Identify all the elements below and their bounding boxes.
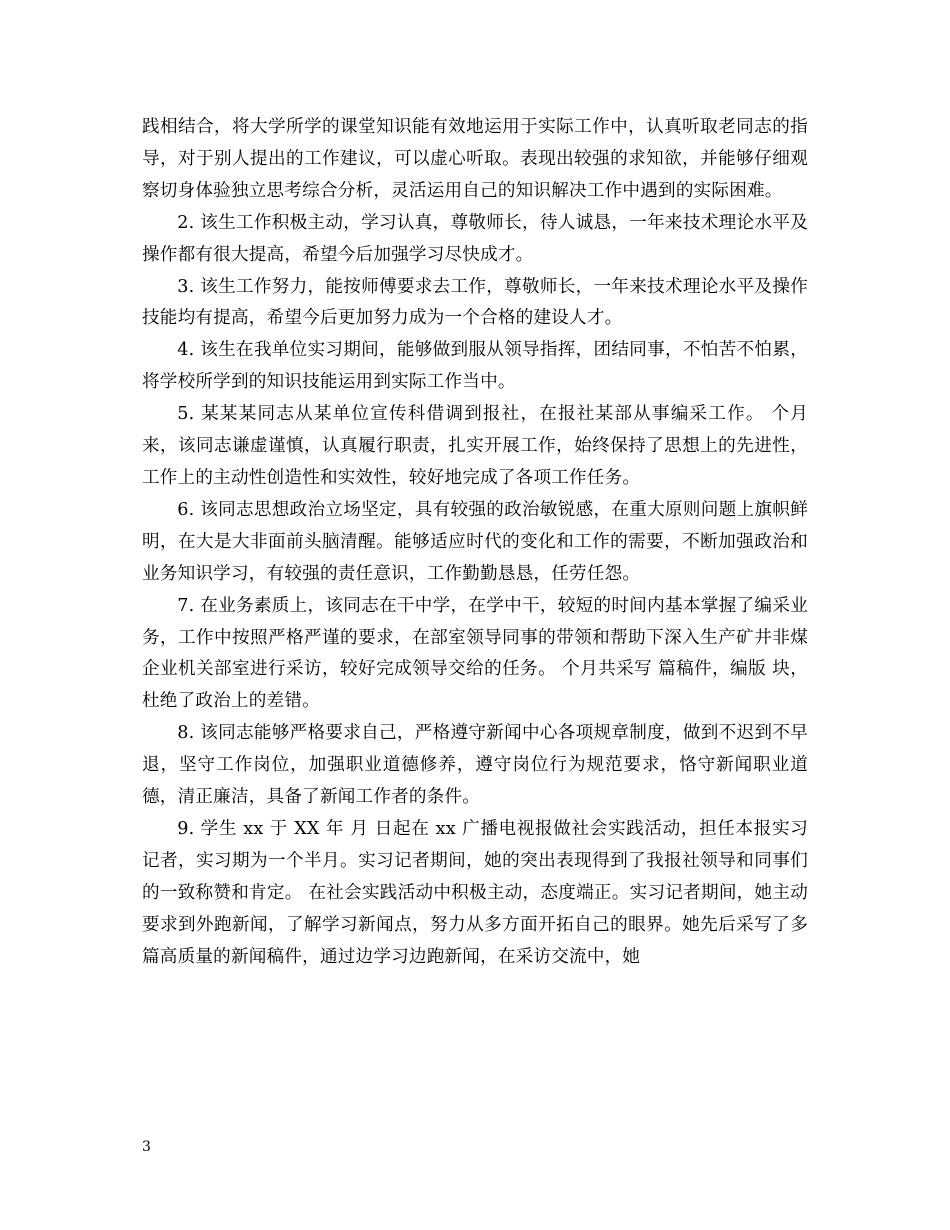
page-number: 3 [142,1139,151,1155]
paragraph-item-2: 2. 该生工作积极主动，学习认真，尊敬师长，待人诚恳，一年来技术理论水平及操作都有很大提高，希望今后加强学习尽快成才。 [142,212,808,265]
document-body [142,112,808,973]
paragraph-item-8: 8. 该同志能够严格要求自己，严格遵守新闻中心各项规章制度，做到不迟到不早退，坚守工作岗位，加强职业道德修养，遵守岗位行为规范要求，恪守新闻职业道德，清正廉洁，具备了新闻工作者的条件。 [142,723,808,808]
paragraph-item-6: 6. 该同志思想政治立场坚定，具有较强的政治敏锐感，在重大原则问题上旗帜鲜明，在大是大非面前头脑清醒。能够适应时代的变化和工作的需要，不断加强政治和业务知识学习，有较强的责任意识，工作勤勤恳恳，任劳任怨。 [142,499,808,584]
paragraph-item-5: 5. 某某某同志从某单位宣传科借调到报社，在报社某部从事编采工作。 个月来，该同志谦虚谨慎，认真履行职责，扎实开展工作，始终保持了思想上的先进性，工作上的主动性创造性和实效性，较好地完成了各项工作任务。 [142,404,808,488]
paragraph-item-7: 7. 在业务素质上，该同志在干中学，在学中干，较短的时间内基本掌握了编采业务，工作中按照严格严谨的要求，在部室领导同事的带领和帮助下深入生产矿井非煤企业机关部室进行采访，较好完成领导交给的任务。 个月共采写 篇稿件，编版 块，杜绝了政治上的差错。 [142,595,808,712]
paragraph-item-4: 4. 该生在我单位实习期间，能够做到服从领导指挥，团结同事，不怕苦不怕累，将学校所学到的知识技能运用到实际工作当中。 [142,340,808,393]
paragraph-item-3: 3. 该生工作努力，能按师傅要求去工作，尊敬师长，一年来技术理论水平及操作技能均有提高，希望今后更加努力成为一个合格的建设人才。 [142,276,808,329]
paragraph-item-9: 9. 学生 xx 于 XX 年 月 日起在 xx 广播电视报做社会实践活动，担任本报实习记者，实习期为一个半月。实习记者期间，她的突出表现得到了我报社领导和同事们的一致称赞和肯定。 在社会实践活动中积极主动，态度端正。实习记者期间，她主动要求到外跑新闻，了解学习新闻点，努力从多方面开拓自己的眼界。她先后采写了多篇高质量的新闻稿件，通过边学习边跑新闻，在采访交流中，她 [142,818,808,967]
paragraph-continuation: 践相结合，将大学所学的课堂知识能有效地运用于实际工作中，认真听取老同志的指导，对于别人提出的工作建议，可以虚心听取。表现出较强的求知欲，并能够仔细观察切身体验独立思考综合分析，灵活运用自己的知识解决工作中遇到的实际困难。 [142,117,808,201]
